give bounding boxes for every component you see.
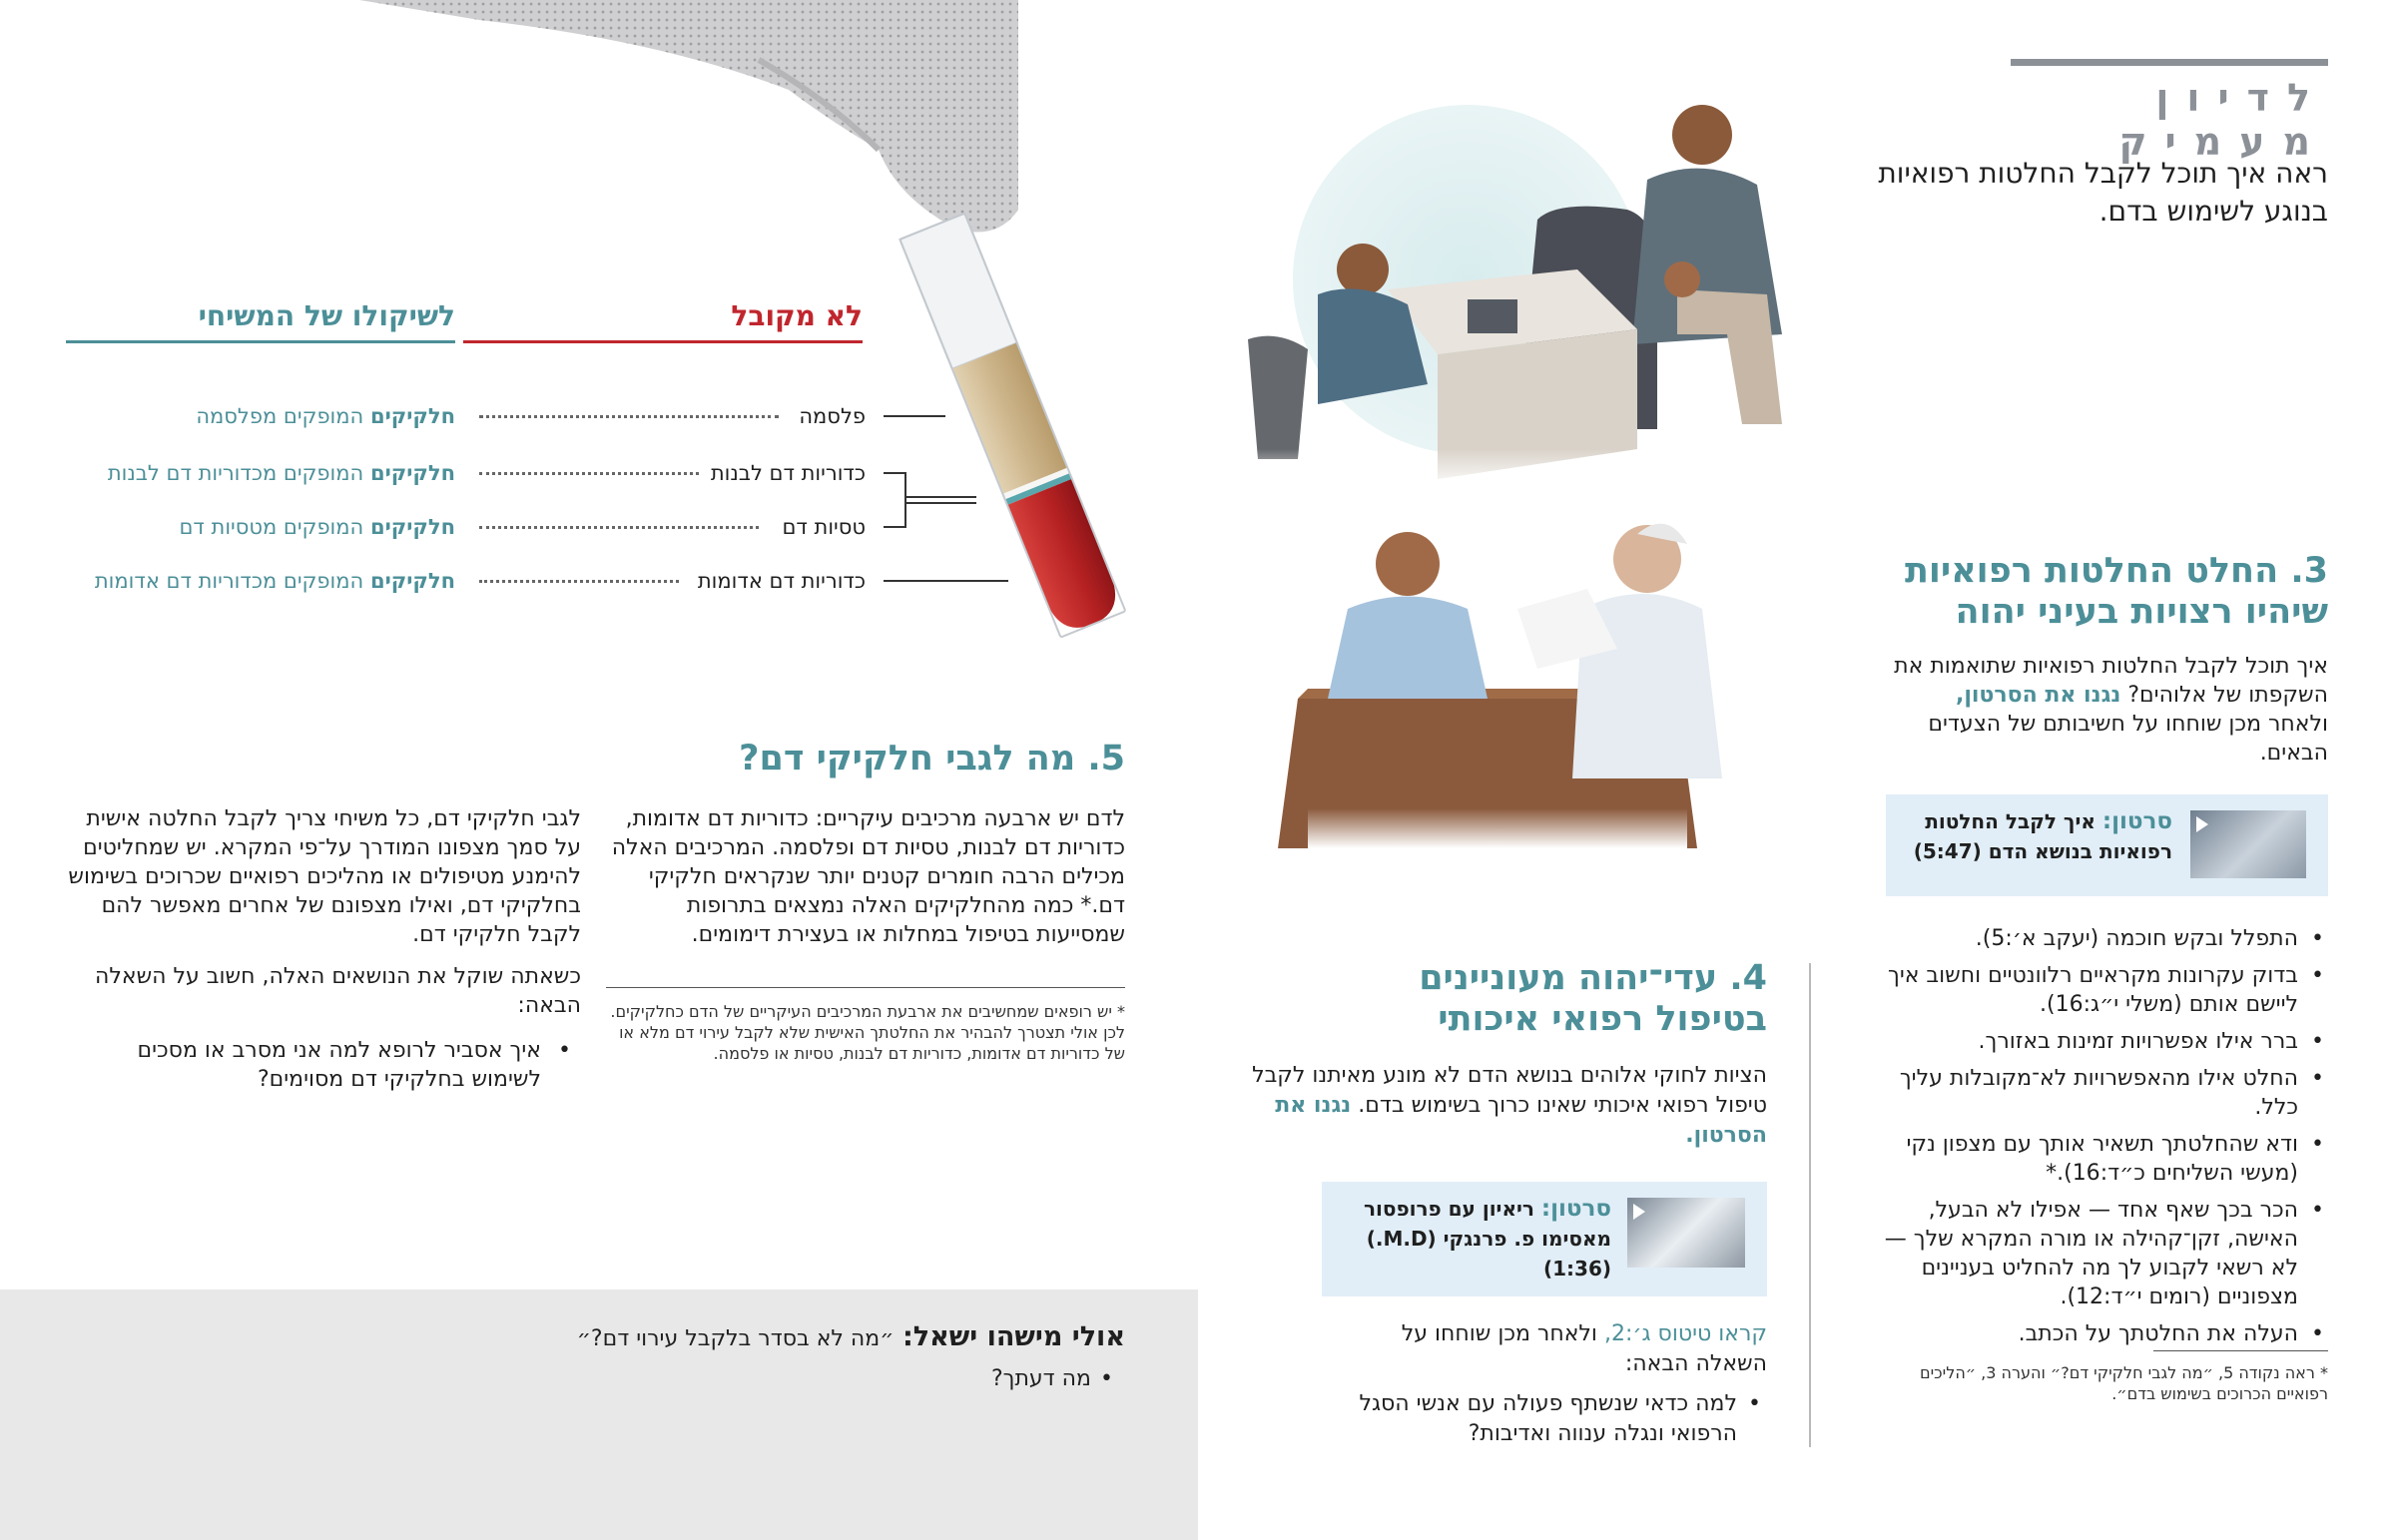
footnote-divider <box>606 987 1125 988</box>
video-caption <box>1898 806 2172 866</box>
someone-may-ask <box>227 1318 1125 1358</box>
video-duration: (1:36) <box>1542 1257 1611 1281</box>
section3-intro <box>1889 652 2328 768</box>
dotted-leader <box>479 415 779 418</box>
list-item: • התפלל ובקש חוכמה (יעקב א׳:5). <box>1869 924 2328 953</box>
leader-line <box>904 502 976 504</box>
list-item: • החלט אילו מהאפשרויות לא־מקובלות עליך כלל. <box>1869 1064 2328 1122</box>
play-icon[interactable] <box>2196 816 2208 832</box>
video-box-blood-decisions[interactable] <box>1886 794 2328 896</box>
conscience-header: לשיקולו של המשיחי <box>198 299 455 332</box>
table-row <box>0 566 2396 596</box>
section3-intro-rest: ולאחר מכן שוחחו על חשיבותם של הצעדים הבאים. <box>1928 712 2328 766</box>
dotted-leader <box>479 526 759 529</box>
list-item: • איך אסביר לרופא למה אני מסרב או מסכים לשימוש בחלקיקי דם מסוימים? <box>62 1036 581 1094</box>
leader-line <box>884 526 905 528</box>
footnote-divider <box>2153 1350 2328 1351</box>
video-caption <box>1334 1194 1611 1283</box>
video-label: סרטון: <box>2101 808 2172 834</box>
blood-component: כדוריות דם אדומות <box>697 569 866 593</box>
dotted-leader <box>479 580 679 583</box>
table-row <box>0 458 2396 488</box>
leader-line <box>904 496 976 498</box>
section5-questions <box>62 1036 581 1094</box>
play-video-link[interactable]: נגנו את הסרטון. <box>1275 1093 1767 1148</box>
list-item: • מה דעתך? <box>626 1364 1125 1394</box>
list-item: • ברר אילו אפשרויות זמינות באזורך. <box>1869 1027 2328 1056</box>
not-accepted-rule <box>463 340 863 343</box>
video-duration: (5:47) <box>1913 839 1982 863</box>
play-video-link[interactable]: נגנו את הסרטון, <box>1955 683 2121 708</box>
list-item: • ודא שהחלטתך תשאיר אותך עם מצפון נקי (מעשי השליחים כ״ד:16).* <box>1869 1130 2328 1188</box>
blood-component: כדוריות דם לבנות <box>710 461 866 485</box>
section4-read <box>1338 1319 1767 1379</box>
page-title: לדיון מעמיק <box>2118 76 2328 164</box>
list-item: • העלה את החלטתך על הכתב. <box>1869 1319 2328 1348</box>
list-item: • בדוק עקרונות מקראיים רלוונטיים וחשוב איך ליישם אותם (משלי י״ג:16). <box>1869 961 2328 1019</box>
ask-lead: אולי מישהו ישאל: <box>901 1321 1125 1352</box>
section4-body <box>1248 1061 1767 1151</box>
section4-body-text: הציות לחוקי אלוהים בנושא הדם לא מונע מאיתנו לקבל טיפול רפואי איכותי שאינו כרוך בשימוש בדם. <box>1252 1063 1767 1118</box>
table-row <box>0 512 2396 542</box>
not-accepted-header: לא מקובל <box>731 299 863 332</box>
video-box-interview[interactable] <box>1322 1182 1767 1296</box>
decision-steps-list <box>1869 924 2328 1356</box>
blood-fraction: חלקיקים המופקים מכדוריות דם אדומות <box>94 569 455 593</box>
section5-footnote: * יש רופאים שמחשיבים את ארבעת המרכיבים העיקריים של הדם כחלקיקים. לכן אולי תצטרך להבהיר את החלטתך האישית שלא לקבל עירוי דם מלא או של כדוריות דם אדומות, כדוריות דם לבנות, טסיות או פלסמה. <box>610 1002 1125 1063</box>
section4-read-rest: ולאחר מכן שוחחו על השאלה הבאה: <box>1401 1321 1767 1376</box>
blood-component: פלסמה <box>799 404 866 428</box>
video-title[interactable]: איך לקבל החלטות רפואיות בנושא הדם <box>1925 809 2172 863</box>
section4-heading: 4. עדי־יהוה מעוניינים בטיפול רפואי איכותי <box>1419 958 1767 1039</box>
section5-body3: כשאתה שוקל את הנושאים האלה, חשוב על השאלה הבאה: <box>95 964 581 1018</box>
hand <box>359 0 1018 240</box>
leader-line <box>884 580 1008 582</box>
video-label: סרטון: <box>1540 1196 1611 1222</box>
leader-line <box>884 415 945 417</box>
blood-component: טסיות דם <box>782 515 866 539</box>
column-divider <box>1809 963 1811 1447</box>
section5-heading: 5. מה לגבי חלקיקי דם? <box>739 739 1125 778</box>
blood-fraction: חלקיקים המופקים מפלסמה <box>196 404 455 428</box>
list-item: • הכר בכך שאף אחד — אפילו לא הבעל, האישה, זקן־קהילה או מורה המקרא שלך — לא רשאי לקבוע לך מה להחליט בעניינים מצפוניים (רומים י״ד:12). <box>1869 1196 2328 1311</box>
video-thumbnail[interactable] <box>2190 810 2306 878</box>
blood-fraction: חלקיקים המופקים מטסיות דם <box>179 515 455 539</box>
section3-footnote: * ראה נקודה 5, ״מה לגבי חלקיקי דם?״ והערה 3, ״הליכים רפואיים הכרוכים בשימוש בדם״. <box>1919 1363 2328 1403</box>
test-tube <box>894 210 1143 669</box>
section4-questions <box>1318 1389 1767 1449</box>
section5-body: לדם יש ארבעה מרכיבים עיקריים: כדוריות דם אדומות, כדוריות דם לבנות, טסיות דם ופלסמה. המרכיבים האלה מכילים הרבה חומרים קטנים יותר שנקראים חלקיקי דם.* כמה מהחלקיקים האלה נמצאים בתרופות שמסייעות בטיפול במחלות או בעצירת דימומים. <box>611 806 1125 947</box>
video-title[interactable]: ריאיון עם פרופסור מאסימו פ. פרנגקי (M.D.) <box>1363 1197 1611 1251</box>
ask-prompts <box>626 1364 1125 1394</box>
section3-intro-text: איך תוכל לקבל החלטות רפואיות שתואמות את השקפתו של אלוהים? <box>1894 654 2328 708</box>
table-row <box>0 401 2396 431</box>
list-item: • למה כדאי שנשתף פעולה עם אנשי הסגל הרפואי ונגלה ענווה ואדיבות? <box>1318 1389 1767 1449</box>
video-thumbnail[interactable] <box>1627 1198 1745 1268</box>
section5-body2: לגבי חלקיקי דם, כל משיחי צריך לקבל החלטה אישית על סמך מצפונו המודרך על־פי המקרא. יש שמחליטים להימנע מטיפולים או מהליכים רפואיים שכרוכים בשימוש בחלקיקי דם, ואילו מצפונם של אחרים מאפשר להם לקבל חלקיקי דם. <box>68 806 581 947</box>
leader-line <box>884 472 905 474</box>
dotted-leader <box>479 472 699 475</box>
leader-line <box>904 472 906 528</box>
ask-question: ״מה לא בסדר בלקבל עירוי דם?״ <box>576 1326 895 1351</box>
play-icon[interactable] <box>1633 1204 1645 1220</box>
scripture-link[interactable]: קראו טיטוס ג׳:2, <box>1603 1321 1767 1346</box>
header-bar <box>2011 59 2328 66</box>
blood-fraction: חלקיקים המופקים מכדוריות דם לבנות <box>107 461 455 485</box>
page-subtitle: ראה איך תוכל לקבל החלטות רפואיות בנוגע לשימוש בדם. <box>1878 157 2328 228</box>
conscience-rule <box>66 340 455 343</box>
section3-heading: 3. החלט החלטות רפואיות שיהיו רצויות בעיני יהוה <box>1904 551 2328 632</box>
